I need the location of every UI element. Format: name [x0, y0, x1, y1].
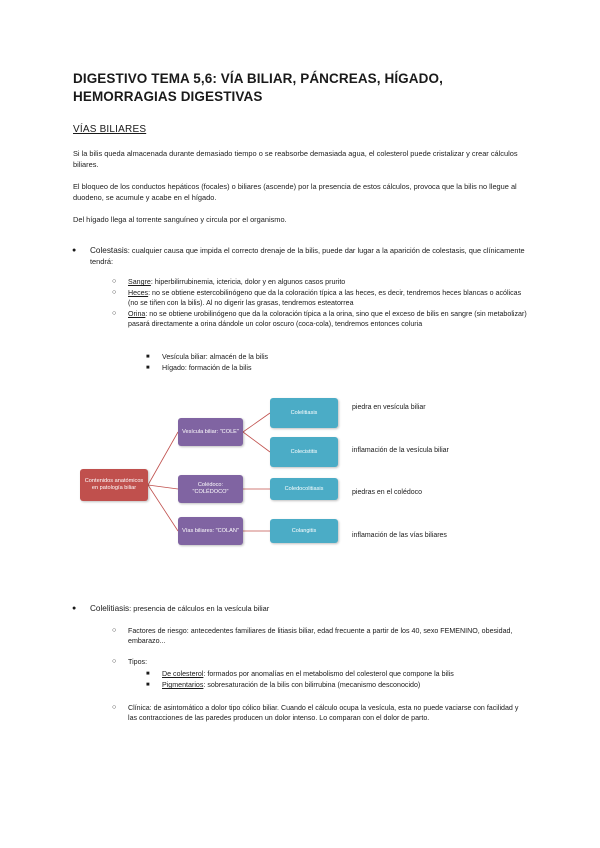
square-bullet-icon: ■ — [146, 354, 150, 360]
diagram-label-2: inflamación de la vesícula biliar — [352, 447, 449, 454]
term-text: : no se obtiene urobilinógeno que da la coloración típica a la orina, sino que el exceso de bilis en sangre (sin metabolizar) pasará directamente a orina dándole un color oscuro (coca-cola), tendremos entonces coluria — [128, 310, 527, 328]
connector-mid1-leaf1 — [243, 413, 270, 432]
diagram-leaf-coledocolitiasis: Coledocolitiasis — [270, 478, 338, 500]
term: Sangre — [128, 278, 151, 286]
section-heading: VÍAS BILIARES — [73, 124, 147, 135]
circle-bullet-icon: ○ — [112, 289, 117, 296]
term: Colelitiasis — [90, 604, 130, 613]
page-title: DIGESTIVO TEMA 5,6: VÍA BILIAR, PÁNCREAS, HÍGADO, HEMORRAGIAS DIGESTIVAS — [73, 71, 443, 104]
term: Pigmentarios — [162, 681, 204, 689]
square-bullet-icon: ■ — [146, 671, 150, 677]
sub-text: Vesícula biliar: almacén de la bilis — [162, 353, 269, 361]
connector-root-mid3 — [148, 485, 178, 531]
paragraph-3: Del hígado llega al torrente sanguíneo y circula por el organismo. — [73, 215, 287, 224]
term: Orina — [128, 310, 146, 318]
list-item-colesterol — [146, 669, 532, 679]
term-text: : hiperbilirrubinemia, ictericia, dolor y en algunos casos prurito — [150, 278, 346, 286]
list-item-factores — [112, 626, 528, 646]
connector-root-mid2 — [148, 485, 178, 489]
diagram-leaf-colelitiasis: Colelitiasis — [270, 398, 338, 428]
circle-bullet-icon: ○ — [112, 310, 117, 317]
term: De colesterol — [162, 670, 204, 678]
term-text: : sobresaturación de la bilis con bilirrubina (mecanismo desconocido) — [203, 681, 421, 689]
diagram-label-3: piedras en el colédoco — [352, 489, 423, 496]
term: Colestasis — [90, 246, 128, 255]
diagram-label-4: inflamación de las vías biliares — [352, 532, 447, 539]
circle-bullet-icon: ○ — [112, 704, 117, 711]
circle-bullet-icon: ○ — [112, 658, 117, 665]
list-item-colelitiasis — [72, 603, 530, 614]
clinica-text: Clínica: de asintomático a dolor tipo cólico biliar. Cuando el cálculo ocupa la vesícula, esta no puede vaciarse con facilidad y las contracciones de las paredes producen un dolor intenso. Lo comparan con el dolor de parto. — [128, 704, 519, 722]
list-item-clinica — [112, 703, 528, 723]
diagram-mid-coledoco: Colédoco: "COLÉDOCO" — [178, 475, 243, 503]
tipos-label: Tipos: — [128, 658, 148, 666]
diagram-leaf-colangitis: Colangitis — [270, 519, 338, 543]
paragraph-1: Si la bilis queda almacenada durante demasiado tiempo o se reabsorbe demasiada agua, el colesterol puede cristalizar y crear cálculos biliares. — [73, 149, 518, 169]
term-text: : formados por anomalías en el metabolismo del colesterol que compone la bilis — [203, 670, 454, 678]
list-item-pigmentarios — [146, 680, 532, 690]
factores-text: Factores de riesgo: antecedentes familiares de litiasis biliar, edad frecuente a partir de los 40, sexo FEMENINO, obesidad, embarazo... — [128, 627, 513, 645]
diagram-leaf-colecistitis: Colecistitis — [270, 437, 338, 467]
term-text: : cualquier causa que impida el correcto drenaje de la bilis, puede dar lugar a la aparición de colestasis, que clínicamente tendrá: — [90, 246, 525, 266]
diagram-mid-vias: Vías biliares: "COLAN" — [178, 517, 243, 545]
bullet-icon: ● — [72, 247, 77, 254]
diagram-mid-vesicula: Vesícula biliar: "COLE" — [178, 418, 243, 446]
diagram-label-1: piedra en vesícula biliar — [352, 404, 426, 411]
paragraph-2: El bloqueo de los conductos hepáticos (focales) o biliares (ascende) por la presencia de estos cálculos, provoca que la bilis no llegue al duodeno, se acumule y acabe en el hígado. — [73, 182, 517, 202]
diagram-root-box: Contenidos anatómicos en patología biliar — [80, 469, 148, 501]
list-item-tipos — [112, 657, 528, 667]
term: Heces — [128, 289, 149, 297]
sub-text: Hígado: formación de la bilis — [162, 364, 252, 372]
connector-root-mid1 — [148, 432, 178, 485]
connector-mid1-leaf2 — [243, 432, 270, 452]
square-bullet-icon: ■ — [146, 365, 150, 371]
term-text: : presencia de cálculos en la vesícula biliar — [129, 604, 270, 613]
circle-bullet-icon: ○ — [112, 627, 117, 634]
bullet-icon: ● — [72, 605, 77, 612]
term-text: : no se obtiene estercobilinógeno que da la coloración típica a las heces, es decir, tendremos heces blancas o acólicas (no se tiñen con la bilis). Al no digerir las grasas, tendremos esteatorrea — [128, 289, 522, 307]
square-bullet-icon: ■ — [146, 682, 150, 688]
circle-bullet-icon: ○ — [112, 278, 117, 285]
